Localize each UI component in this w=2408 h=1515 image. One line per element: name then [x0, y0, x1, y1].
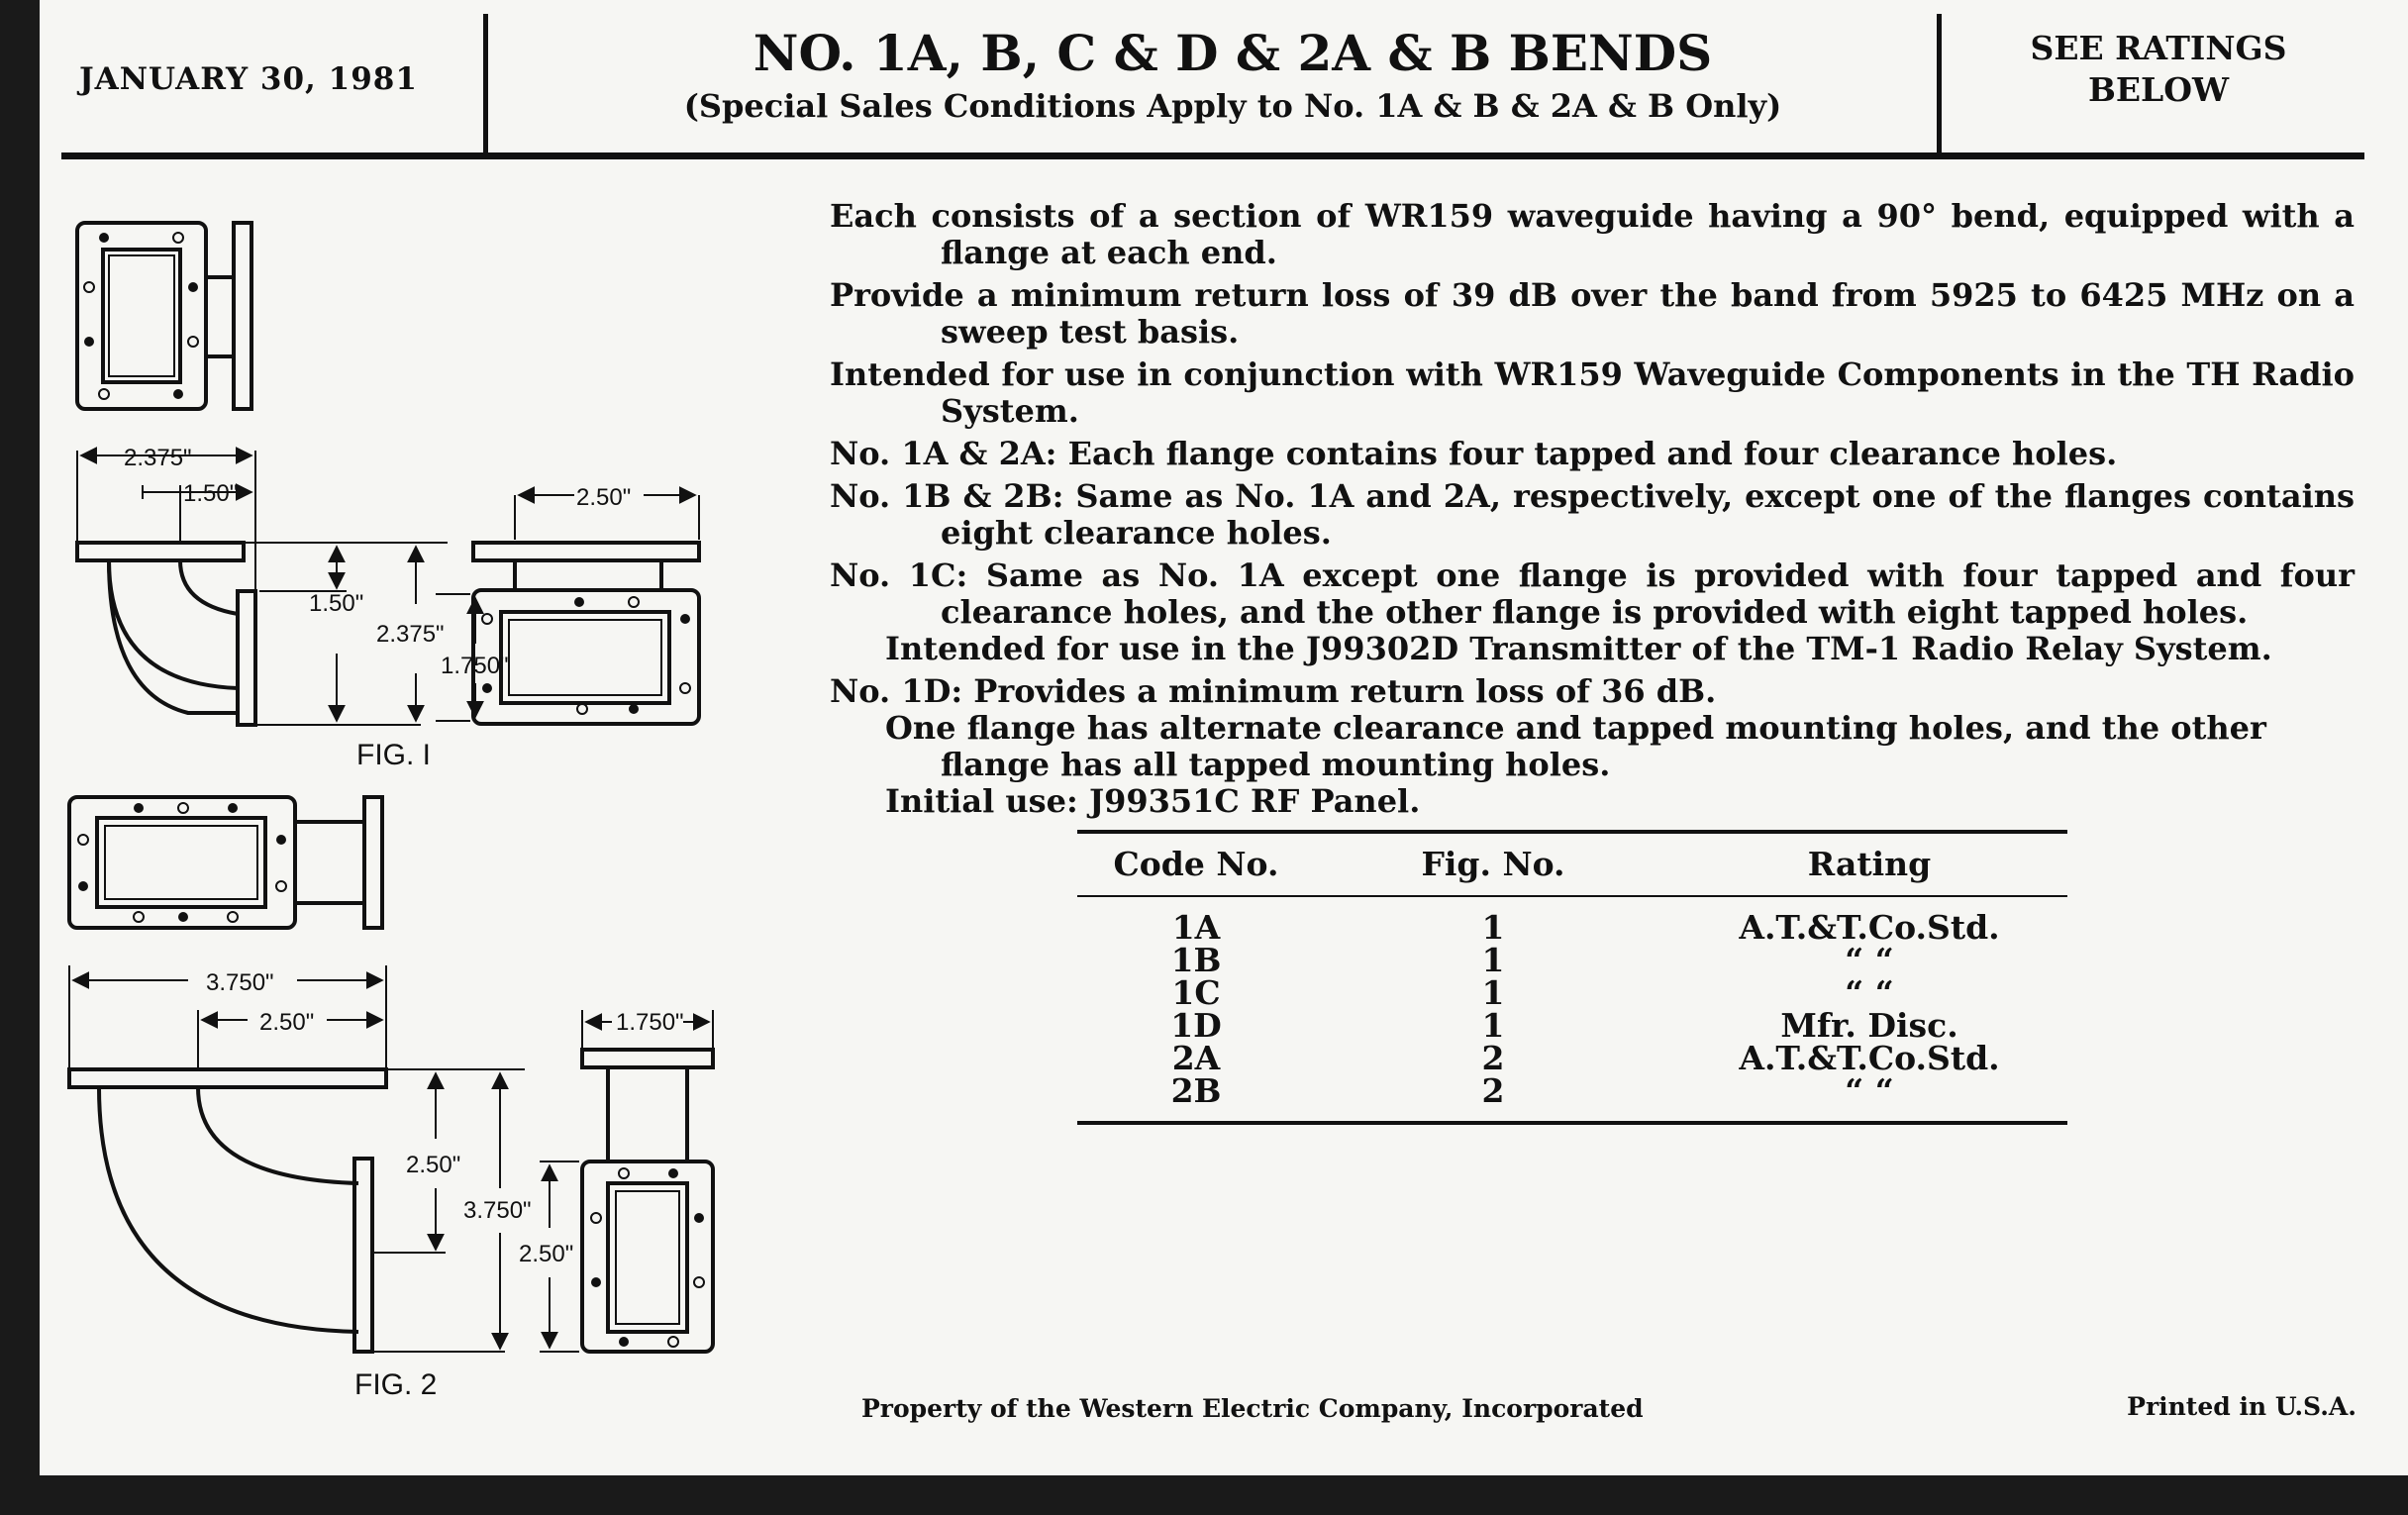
- table-header-fig: Fig. No.: [1421, 845, 1565, 883]
- cell-code: 1B: [1170, 941, 1222, 979]
- page-title: NO. 1A, B, C & D & 2A & B BENDS: [752, 24, 1713, 82]
- fig2-dim-overall-height: 3.750": [463, 1197, 532, 1224]
- table-row: [1077, 1039, 2067, 1077]
- description-block: [830, 198, 2355, 820]
- cell-fig: 1: [1481, 941, 1505, 979]
- ratings-note: [1941, 28, 2376, 111]
- cell-rating: A.T.&T.Co.Std.: [1739, 1039, 2000, 1077]
- cell-code: 1A: [1171, 908, 1221, 947]
- fig2-dim-overall-width: 3.750": [206, 969, 274, 996]
- fig1-dim-overall-height: 2.375": [376, 621, 445, 648]
- table-header-row: [1077, 834, 2067, 895]
- date-header: JANUARY 30, 1981: [79, 61, 418, 97]
- figure-drawings: [40, 0, 772, 1475]
- fig2-flange-view-top: [69, 797, 382, 928]
- cell-fig: 2: [1481, 1071, 1505, 1110]
- fig1-bend-side-view: [77, 543, 255, 725]
- desc-subparagraph: One flange has alternate clearance and tapped mounting holes, and the other flange has all tapped mounting holes.: [885, 709, 2266, 783]
- ratings-table: [1077, 830, 2067, 1125]
- table-rule: [1077, 895, 2067, 897]
- fig2-bend-side-view: [69, 1069, 386, 1352]
- footer-property: Property of the Western Electric Company, Incorporated: [861, 1394, 1644, 1423]
- fig1-dim-overall-width: 2.375": [124, 445, 192, 471]
- table-header-rating: Rating: [1807, 845, 1932, 883]
- cell-code: 2A: [1171, 1039, 1221, 1077]
- fig1-dim-flange-height: 1.750": [441, 653, 509, 679]
- table-row: [1077, 1006, 2067, 1045]
- figure-drawings-svg: [40, 0, 772, 1475]
- desc-paragraph: No. 1C: Same as No. 1A except one flange is provided with four tapped and four clearance holes, and the other flange is provided with eight tapped holes.: [830, 556, 2355, 631]
- cell-fig: 2: [1481, 1039, 1505, 1077]
- fig2-dim-inner-width: 2.50": [259, 1009, 315, 1036]
- ratings-note-line1: SEE RATINGS: [2030, 29, 2287, 67]
- fig2-dim-inner-height: 2.50": [406, 1152, 461, 1178]
- fig2-label: FIG. 2: [354, 1368, 438, 1401]
- fig2-dim-flange-height: 2.50": [519, 1241, 574, 1267]
- cell-code: 1D: [1170, 1006, 1222, 1045]
- catalog-card: [40, 0, 2408, 1475]
- desc-subparagraph: Initial use: J99351C RF Panel.: [885, 782, 1421, 820]
- cell-rating: Mfr. Disc.: [1780, 1006, 1958, 1045]
- fig2-flange-view-end: [582, 1050, 713, 1352]
- cell-rating: “ “: [1845, 973, 1894, 1012]
- fig1-dim-inner-height: 1.50": [309, 590, 364, 617]
- desc-paragraph: No. 1D: Provides a minimum return loss of 36 dB.: [830, 672, 1717, 710]
- cell-code: 1C: [1171, 973, 1221, 1012]
- table-row: [1077, 1071, 2067, 1110]
- cell-fig: 1: [1481, 908, 1505, 947]
- fig2-dim-end-width: 1.750": [616, 1009, 684, 1036]
- table-row: [1077, 941, 2067, 979]
- fig1-flange-view-end: [473, 543, 699, 724]
- cell-rating: “ “: [1845, 1071, 1894, 1110]
- page-subtitle: (Special Sales Conditions Apply to No. 1A & B & 2A & B Only): [683, 87, 1782, 125]
- desc-paragraph: Each consists of a section of WR159 waveguide having a 90° bend, equipped with a flange at each end.: [830, 197, 2355, 271]
- fig1-flange-view-top: [77, 223, 251, 409]
- table-row: [1077, 973, 2067, 1012]
- fig1-label: FIG. I: [356, 739, 431, 771]
- cell-fig: 1: [1481, 1006, 1505, 1045]
- desc-paragraph: No. 1B & 2B: Same as No. 1A and 2A, respectively, except one of the flanges contains eight clearance holes.: [830, 477, 2355, 552]
- cell-code: 2B: [1170, 1071, 1222, 1110]
- desc-paragraph: Intended for use in conjunction with WR159 Waveguide Components in the TH Radio System.: [830, 355, 2355, 430]
- table-row: [1077, 908, 2067, 947]
- cell-rating: “ “: [1845, 941, 1894, 979]
- fig1-dim-inner-width: 1.50": [183, 480, 239, 507]
- footer-printed: Printed in U.S.A.: [2127, 1392, 2357, 1421]
- desc-paragraph: No. 1A & 2A: Each flange contains four tapped and four clearance holes.: [830, 435, 2118, 472]
- ratings-note-line2: BELOW: [2087, 70, 2230, 109]
- desc-paragraph: Provide a minimum return loss of 39 dB over the band from 5925 to 6425 MHz on a sweep test basis.: [830, 276, 2355, 351]
- cell-fig: 1: [1481, 973, 1505, 1012]
- table-header-code: Code No.: [1113, 845, 1279, 883]
- fig1-dim-end-width: 2.50": [576, 484, 632, 511]
- table-rule: [1077, 1121, 2067, 1125]
- cell-rating: A.T.&T.Co.Std.: [1739, 908, 2000, 947]
- desc-subparagraph: Intended for use in the J99302D Transmitter of the TM-1 Radio Relay System.: [885, 630, 2272, 667]
